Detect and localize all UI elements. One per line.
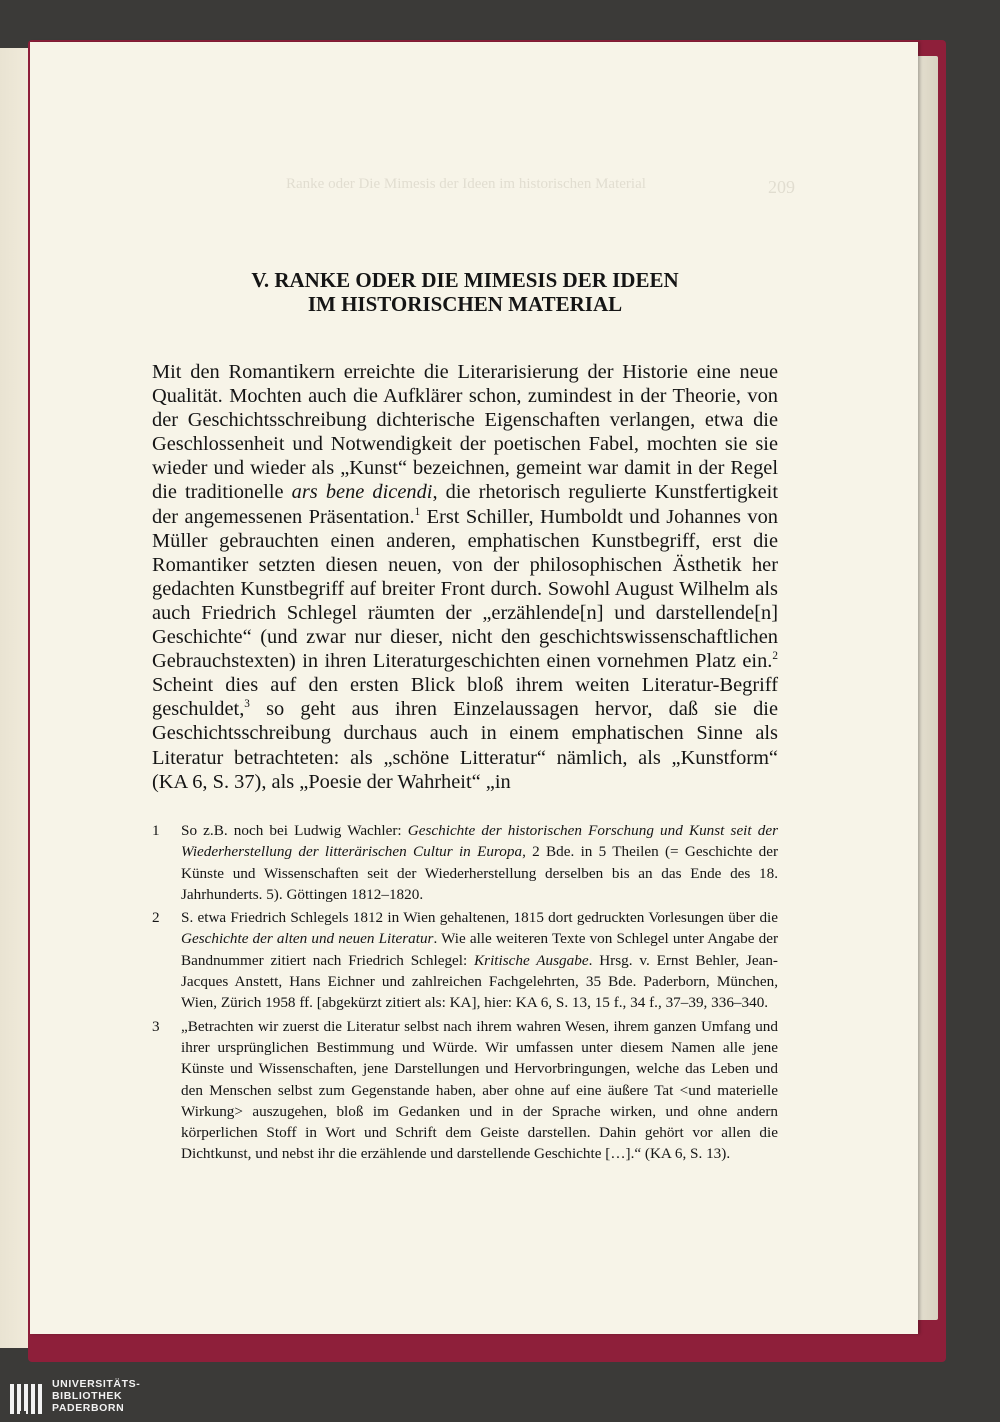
body-text-part-4: Scheint dies auf den ersten Blick bloß ihrem weiten Literatur-Begriff geschuldet,	[152, 674, 778, 721]
body-text-part-1: Mit den Romantikern erreichte die Literarisierung der Historie eine neue Qualität. Mochten auch die Aufklärer schon, zumindest in der Theorie, von der Geschichtsschreibung dichterische Eigenschaften verlangen, etwa die Geschlossenheit und Notwendigkeit der poetischen Fabel, mochten sie sie wieder und wieder als „Kunst“ bezeichnen, gemeint war damit in der Regel die traditionelle	[152, 361, 778, 504]
bleed-through-page-number: 209	[768, 177, 795, 197]
library-logo-icon	[8, 1380, 44, 1418]
footnote-number: 2	[152, 909, 160, 927]
body-text-part-3: Erst Schiller, Humboldt und Johannes von Müller gebrauchten einen anderen, emphatischen Kunstbegriff, erst die Romantiker setzten diesen neuen, von der philosophischen Ästhetik her gedachten Kunstbegriff auf breiter Front durch. Sowohl August Wilhelm als auch Friedrich Schlegel räumten der „erzählende[n] und darstellende[n] Geschichte“ (und zwar nur dieser, nicht den geschichtswissenschaftlichen Gebrauchstexten) in ihren Literaturgeschichten einen vornehmen Platz ein.	[152, 505, 778, 673]
library-footer-bar	[0, 1374, 1000, 1422]
logo-line-2: BIBLIOTHEK	[52, 1390, 123, 1402]
footnote-1	[152, 820, 778, 905]
chapter-title	[150, 268, 780, 316]
footnote-text: . Hrsg. v. Ernst Behler, Jean-Jacques Anstett, Hans Eichner und zahlreichen Fachgelehrten, 35 Bde. Paderborn, München, Wien, Zürich 1958 ff. [abgekürzt zitiert als: KA], hier: KA 6, S. 13, 15 f., 34 f., 37–39, 336–340.	[181, 951, 778, 1012]
chapter-title-line-2: IM HISTORISCHEN MATERIAL	[307, 292, 623, 316]
footnote-text: . Wie alle weiteren Texte von Schlegel unter Angabe der Bandnummer zitiert nach Friedrich Schlegel:	[181, 930, 779, 969]
body-paragraph	[152, 360, 778, 794]
bleed-through-header: Ranke oder Die Mimesis der Ideen im historischen Material	[286, 176, 646, 192]
footnote-ref-3: 3	[244, 698, 250, 711]
footnote-text: , 2 Bde. in 5 Theilen (= Geschichte der Künste und Wissenschaften seit der Wiederherstellung derselben bis an das Ende des 18. Jahrhunderts. 5). Göttingen 1812–1820.	[181, 843, 778, 903]
library-logo-text	[52, 1378, 140, 1414]
footnote-italic-title: Kritische Ausgabe	[474, 951, 589, 969]
footnotes	[152, 820, 778, 1167]
footnote-ref-1: 1	[414, 505, 421, 518]
footnote-number: 1	[152, 822, 160, 839]
footnote-2	[152, 907, 778, 1013]
body-text-part-2: , die rhetorisch regulierte Kunstfertigkeit der angemessenen Präsentation.	[152, 481, 778, 528]
chapter-title-line-1: V. RANKE ODER DIE MIMESIS DER IDEEN	[251, 268, 679, 292]
body-italic-phrase: ars bene dicendi	[291, 481, 433, 504]
logo-line-3: PADERBORN	[52, 1402, 125, 1414]
footnote-italic-title: Geschichte der alten und neuen Literatur	[181, 930, 434, 948]
body-text-part-5: so geht aus ihren Einzelaussagen hervor, daß sie die Geschichtsschreibung durchaus auch in einem emphatischen Sinne als Literatur betrachteten: als „schöne Litteratur“ nämlich, als „Kunstform“ (KA 6, S. 37), als „Poesie der Wahrheit“ „in	[152, 698, 778, 793]
footnote-text: S. etwa Friedrich Schlegels 1812 in Wien gehaltenen, 1815 dort gedruckten Vorlesungen über die	[181, 909, 778, 927]
footnote-text: „Betrachten wir zuerst die Literatur selbst nach ihrem wahren Wesen, ihrem ganzen Umfang und ihrer ursprünglichen Bestimmung und Würde. Wir umfassen unter diesem Namen alle jene Künste und Wissenschaften, jene Darstellungen und Hervorbringungen, welche das Leben und den Menschen selbst zum Gegenstande haben, aber ohne auf eine äußere Tat <und materielle Wirkung> auszugehen, bloß im Gedanken und in der Sprache wirken, und ohne andern körperlichen Stoff in Wort und Schrift dem Geiste darstellen. Dahin gehört vor allen die Dichtkunst, und nebst ihr die erzählende und darstellende Geschichte […].“ (KA 6, S. 13).	[181, 1017, 778, 1163]
logo-line-1: UNIVERSITÄTS-	[52, 1378, 141, 1390]
footnote-number: 3	[152, 1017, 160, 1035]
footnote-ref-2: 2	[772, 650, 778, 663]
footnote-text: So z.B. noch bei Ludwig Wachler:	[181, 822, 408, 839]
footnote-3	[152, 1016, 778, 1165]
footnote-italic-title: Geschichte der historischen Forschung und Kunst seit der Wiederherstellung der litterärischen Cultur in Europa	[181, 822, 778, 861]
